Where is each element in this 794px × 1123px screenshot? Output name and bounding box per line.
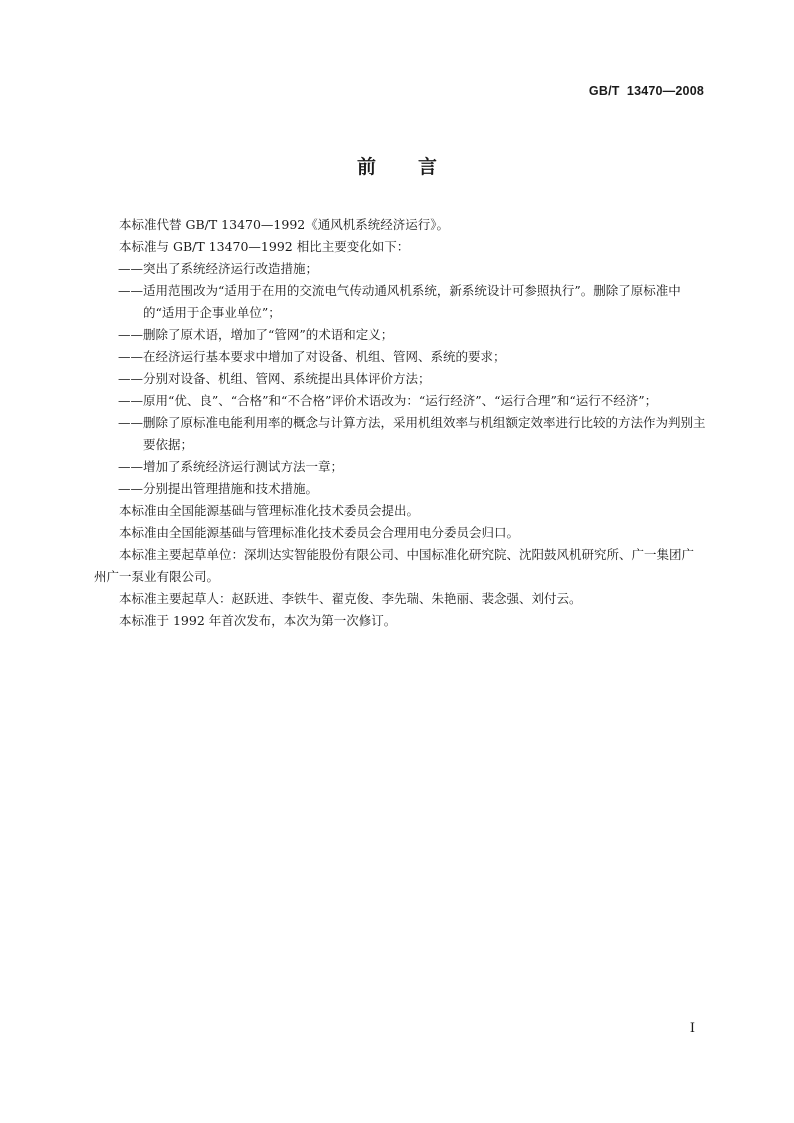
change-item: ——删除了原标准电能利用率的概念与计算方法，采用机组效率与机组额定效率进行比较的方法作为判别主要依据； bbox=[118, 415, 706, 452]
change-item: ——删除了原术语，增加了“管网”的术语和定义； bbox=[118, 327, 394, 342]
page-number: I bbox=[689, 1021, 695, 1036]
change-item: ——突出了系统经济运行改造措施； bbox=[118, 261, 319, 276]
change-item: ——在经济运行基本要求中增加了对设备、机组、管网、系统的要求； bbox=[118, 349, 506, 364]
standard-code: GB/T 13470—2008 bbox=[588, 84, 704, 98]
drafting-units: 本标准主要起草单位：深圳达实智能股份有限公司、中国标准化研究院、沈阳鼓风机研究所、广一集团广州广一泵业有限公司。 bbox=[94, 547, 695, 584]
foreword-body bbox=[94, 214, 706, 632]
page-title: 前言 bbox=[356, 156, 479, 178]
changes-intro: 本标准与 GB/T 13470—1992 相比主要变化如下： bbox=[119, 239, 410, 254]
change-item: ——增加了系统经济运行测试方法一章； bbox=[118, 459, 344, 474]
change-item: ——分别提出管理措施和技术措施。 bbox=[118, 481, 319, 496]
proposed-by: 本标准由全国能源基础与管理标准化技术委员会提出。 bbox=[119, 503, 420, 518]
managed-by: 本标准由全国能源基础与管理标准化技术委员会合理用电分委员会归口。 bbox=[119, 525, 520, 540]
drafters: 本标准主要起草人：赵跃进、李铁牛、翟克俊、李先瑞、朱艳丽、裴念强、刘付云。 bbox=[119, 591, 582, 606]
change-item: ——分别对设备、机组、管网、系统提出具体评价方法； bbox=[118, 371, 431, 386]
publication-history: 本标准于 1992 年首次发布，本次为第一次修订。 bbox=[119, 613, 397, 628]
change-item: ——适用范围改为“适用于在用的交流电气传动通风机系统，新系统设计可参照执行”。删除了原标准中的“适用于企事业单位”； bbox=[118, 283, 681, 320]
replacement-statement: 本标准代替 GB/T 13470—1992《通风机系统经济运行》。 bbox=[119, 217, 449, 232]
change-item: ——原用“优、良”、“合格”和“不合格”评价术语改为：“运行经济”、“运行合理”和“运行不经济”； bbox=[118, 393, 658, 408]
